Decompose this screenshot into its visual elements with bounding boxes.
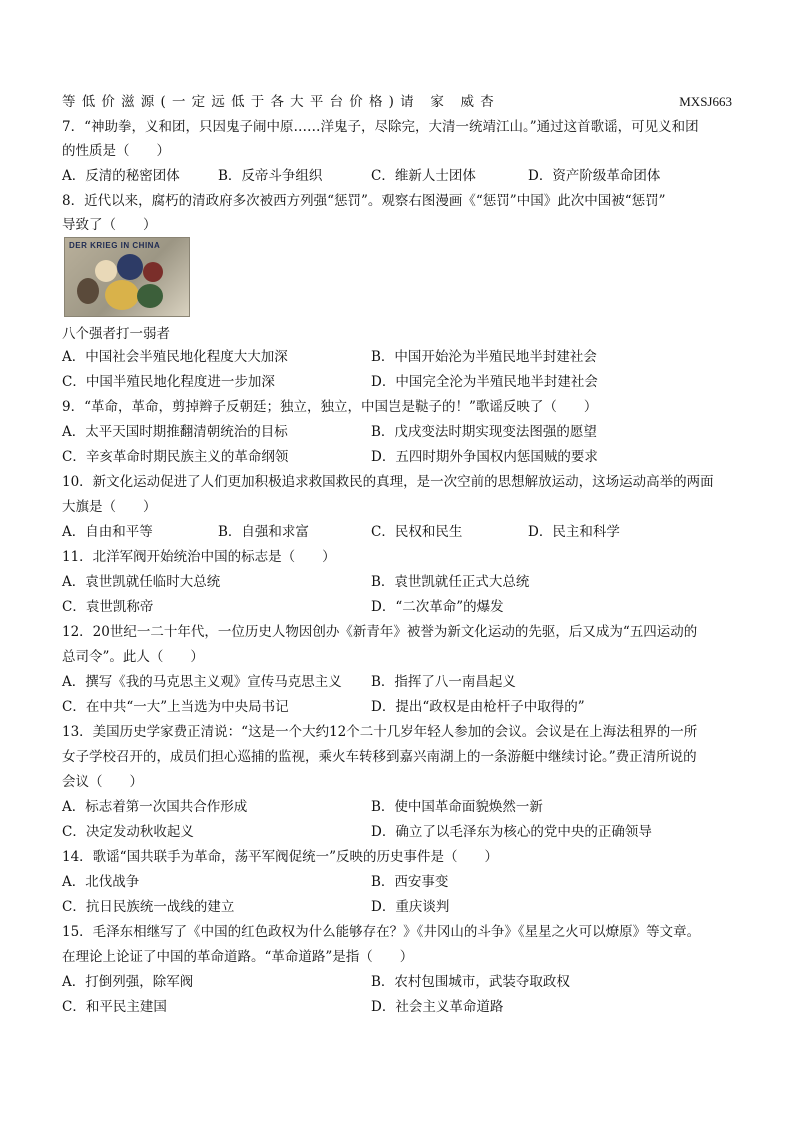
- q10-option-c[interactable]: C．民权和民生: [371, 524, 463, 540]
- cartoon-title-text: DER KRIEG IN CHINA: [69, 241, 161, 250]
- q8-stem-line-1: 8．近代以来，腐朽的清政府多次被西方列强“惩罚”。观察右图漫画《“惩罚”中国》此次中国被“惩罚”: [62, 193, 666, 209]
- q13-option-a[interactable]: A．标志着第一次国共合作形成: [62, 799, 248, 815]
- q10-stem-line-1: 10．新文化运动促进了人们更加积极追求救国救民的真理，是一次空前的思想解放运动，这场运动高举的两面: [62, 474, 714, 490]
- q8-option-d[interactable]: D．中国完全沦为半殖民地半封建社会: [371, 374, 598, 390]
- cartoon-figure: [95, 260, 117, 282]
- q10-option-d[interactable]: D．民主和科学: [528, 524, 620, 540]
- q13-stem-line-2: 女子学校召开的，成员们担心巡捕的监视，乘火车转移到嘉兴南湖上的一条游艇中继续讨论。”费正清所说的: [62, 749, 697, 765]
- q8-option-b[interactable]: B．中国开始沦为半殖民地半封建社会: [371, 349, 597, 365]
- cartoon-figure: [117, 254, 143, 280]
- q12-stem-line-1: 12．20世纪一二十年代，一位历史人物因创办《新青年》被誉为新文化运动的先驱，后又成为“五四运动的: [62, 624, 698, 640]
- q7-stem-line-2: 的性质是（ ）: [62, 143, 170, 159]
- q9-option-a[interactable]: A．太平天国时期推翻清朝统治的目标: [62, 424, 288, 440]
- q15-option-a[interactable]: A．打倒列强，除军阀: [62, 974, 194, 990]
- q13-stem-line-1: 13．美国历史学家费正清说：“这是一个大约12个二十几岁年轻人参加的会议。会议是在上海法租界的一所: [62, 724, 698, 740]
- q10-option-b[interactable]: B．自强和求富: [218, 524, 309, 540]
- q7-option-b[interactable]: B．反帝斗争组织: [218, 168, 323, 184]
- q14-stem-line-1: 14．歌谣“国共联手为革命，荡平军阀促统一”反映的历史事件是（ ）: [62, 849, 498, 865]
- header-text: 等低价滋源(一定远低于各大平台价格)请 家 威杏: [62, 94, 500, 110]
- q7-option-c[interactable]: C．维新人士团体: [371, 168, 476, 184]
- q7-option-a[interactable]: A．反清的秘密团体: [62, 168, 180, 184]
- q15-option-d[interactable]: D．社会主义革命道路: [371, 999, 504, 1015]
- q14-option-a[interactable]: A．北伐战争: [62, 874, 140, 890]
- q12-stem-line-2: 总司令”。此人（ ）: [62, 649, 204, 665]
- q13-option-c[interactable]: C．决定发动秋收起义: [62, 824, 194, 840]
- q11-option-d[interactable]: D．“二次革命”的爆发: [371, 599, 504, 615]
- q8-stem-line-2: 导致了（ ）: [62, 217, 157, 233]
- cartoon-figure: [105, 280, 139, 310]
- q14-option-b[interactable]: B．西安事变: [371, 874, 449, 890]
- q11-option-c[interactable]: C．袁世凯称帝: [62, 599, 154, 615]
- cartoon-figure: [77, 278, 99, 304]
- cartoon-image: [64, 237, 190, 317]
- q11-stem-line-1: 11．北洋军阀开始统治中国的标志是（ ）: [62, 549, 336, 565]
- q15-stem-line-1: 15．毛泽东相继写了《中国的红色政权为什么能够存在？》《井冈山的斗争》《星星之火可以燎原》等文章。: [62, 924, 701, 940]
- q9-option-c[interactable]: C．辛亥革命时期民族主义的革命纲领: [62, 449, 289, 465]
- q12-option-d[interactable]: D．提出“政权是由枪杆子中取得的”: [371, 699, 585, 715]
- q15-option-b[interactable]: B．农村包围城市，武装夺取政权: [371, 974, 570, 990]
- q9-stem-line-1: 9．“革命，革命，剪掉辫子反朝廷；独立，独立，中国岂是鞑子的！”歌谣反映了（ ）: [62, 399, 598, 415]
- q10-stem-line-2: 大旗是（ ）: [62, 499, 157, 515]
- q8-option-c[interactable]: C．中国半殖民地化程度进一步加深: [62, 374, 275, 390]
- q12-option-a[interactable]: A．撰写《我的马克思主义观》宣传马克思主义: [62, 674, 342, 690]
- q8-option-a[interactable]: A．中国社会半殖民地化程度大大加深: [62, 349, 288, 365]
- q9-option-d[interactable]: D．五四时期外争国权内惩国贼的要求: [371, 449, 598, 465]
- q12-option-c[interactable]: C．在中共“一大”上当选为中央局书记: [62, 699, 289, 715]
- q7-option-d[interactable]: D．资产阶级革命团体: [528, 168, 661, 184]
- q9-option-b[interactable]: B．戊戌变法时期实现变法图强的愿望: [371, 424, 597, 440]
- q12-option-b[interactable]: B．指挥了八一南昌起义: [371, 674, 516, 690]
- cartoon-figure: [137, 284, 163, 308]
- q14-option-c[interactable]: C．抗日民族统一战线的建立: [62, 899, 235, 915]
- document-code: MXSJ663: [679, 94, 732, 109]
- q10-option-a[interactable]: A．自由和平等: [62, 524, 153, 540]
- q13-option-b[interactable]: B．使中国革命面貌焕然一新: [371, 799, 543, 815]
- q11-option-a[interactable]: A．袁世凯就任临时大总统: [62, 574, 221, 590]
- q11-option-b[interactable]: B．袁世凯就任正式大总统: [371, 574, 530, 590]
- cartoon-figure: [143, 262, 163, 282]
- q15-stem-line-2: 在理论上论证了中国的革命道路。“革命道路”是指（ ）: [62, 949, 414, 965]
- q14-option-d[interactable]: D．重庆谈判: [371, 899, 450, 915]
- q8-image-caption: 八个强者打一弱者: [62, 326, 170, 342]
- q15-option-c[interactable]: C．和平民主建国: [62, 999, 167, 1015]
- q7-stem-line-1: 7．“神助拳，义和团，只因鬼子闹中原……洋鬼子，尽除完，大清一统靖江山。”通过这首歌谣，可见义和团: [62, 119, 699, 135]
- q13-option-d[interactable]: D．确立了以毛泽东为核心的党中央的正确领导: [371, 824, 652, 840]
- q13-stem-line-3: 会议（ ）: [62, 774, 143, 790]
